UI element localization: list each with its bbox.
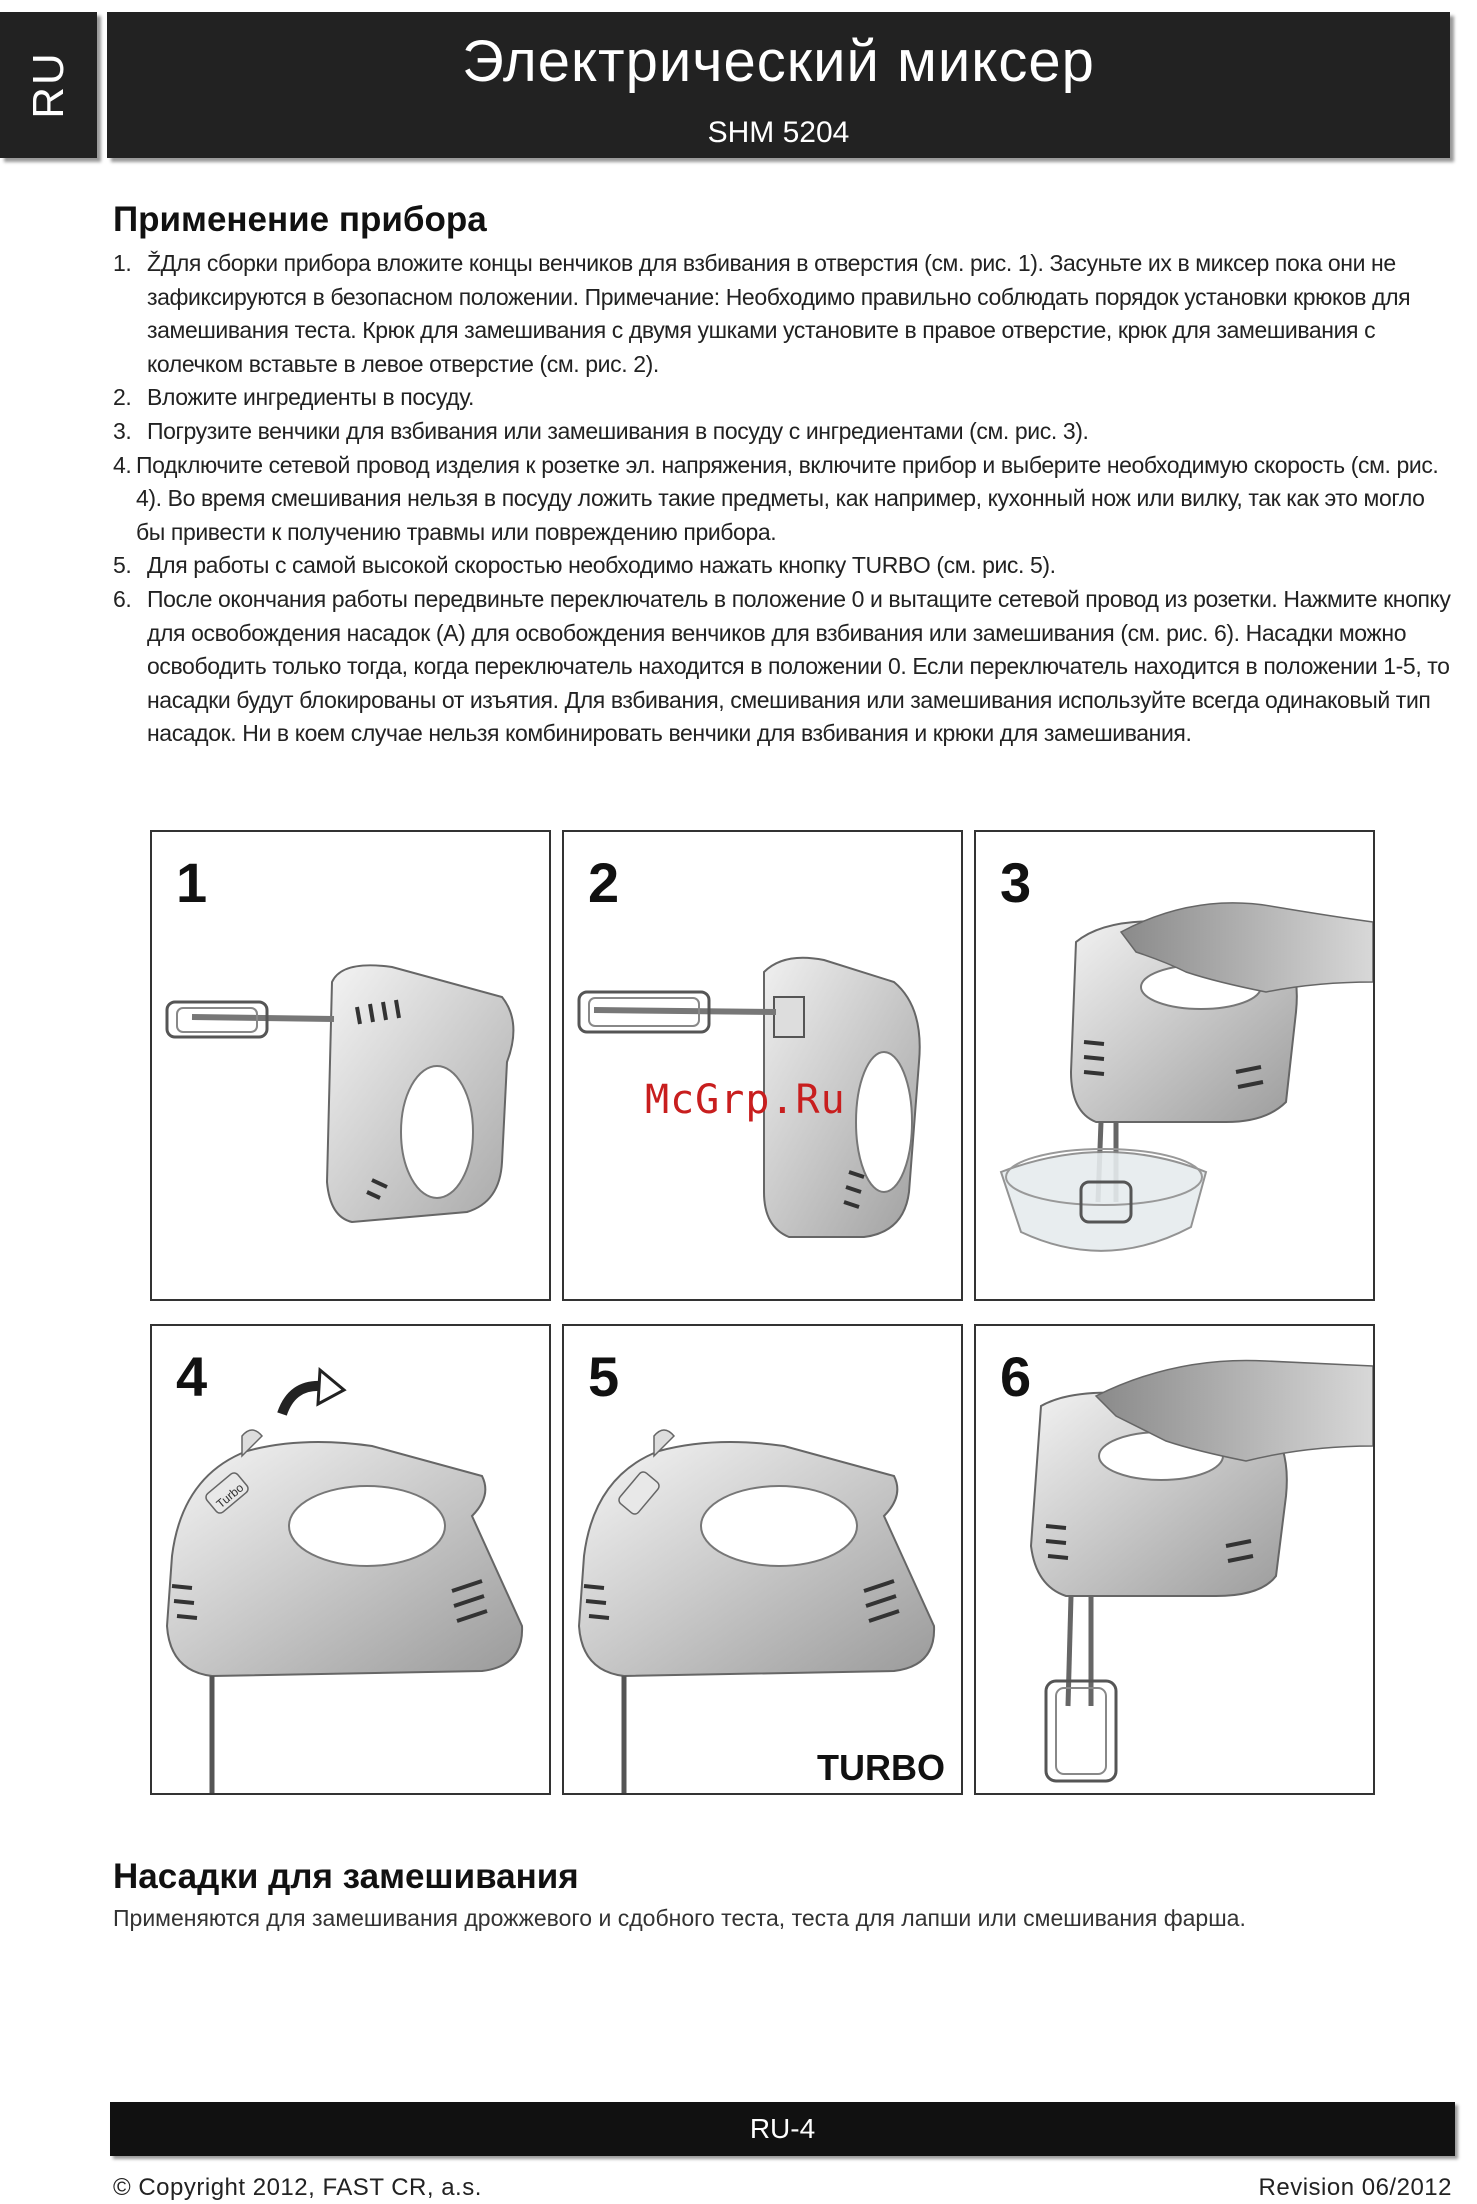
figure-grid bbox=[150, 830, 1375, 1796]
model-number: SHM 5204 bbox=[707, 116, 850, 149]
figure-4 bbox=[150, 1324, 551, 1795]
figure-number: 1 bbox=[176, 851, 208, 914]
item-text: После окончания работы передвиньте переключатель в положение 0 и вытащите сетевой провод из розетки. Нажмите кнопку для освобождения насадок (A) для освобождения венчиков для взбивания или замешивания (см. рис. 6). Насадки можно освободить только тогда, когда переключатель находится в положении 0. Если переключатель находится в положении 1-5, то насадки будут блокированы от изъятия. Для взбивания, смешивания или замешивания используйте всегда одинаковый тип насадок. Ни в коем случае нельзя комбинировать венчики для взбивания и крюки для замешивания. bbox=[147, 585, 1451, 747]
list-item bbox=[113, 247, 1453, 381]
figure-3 bbox=[974, 830, 1375, 1301]
mixer-beaters-illustration bbox=[152, 832, 549, 1299]
figure-number: 6 bbox=[1000, 1345, 1032, 1408]
turbo-caption: TURBO bbox=[817, 1747, 945, 1788]
footer-bar bbox=[110, 2102, 1455, 2156]
figure-2 bbox=[562, 830, 963, 1301]
item-number: 3. bbox=[113, 417, 132, 444]
figure-5 bbox=[562, 1324, 963, 1795]
figure-6 bbox=[974, 1324, 1375, 1795]
item-number: 1. bbox=[113, 250, 132, 276]
item-text: Вложите ингредиенты в посуду. bbox=[147, 384, 474, 411]
list-item bbox=[113, 415, 1453, 449]
copyright: © Copyright 2012, FAST CR, a.s. bbox=[113, 2174, 482, 2201]
figure-number: 3 bbox=[1000, 851, 1032, 914]
figure-number: 2 bbox=[588, 851, 620, 914]
item-text: Для работы с самой высокой скоростью необходимо нажать кнопку TURBO (см. рис. 5). bbox=[147, 552, 1056, 579]
item-text: Подключите сетевой провод изделия к розетке эл. напряжения, включите прибор и выберите необходимую скорость (см. рис. 4). Во время смешивания нельзя в посуду ложить такие предметы, как например, кухонный нож или вилку, так как это могло бы привести к получению травмы или повреждению прибора. bbox=[136, 451, 1439, 545]
item-number: 4. bbox=[113, 451, 132, 478]
revision: Revision 06/2012 bbox=[1258, 2174, 1452, 2201]
mixer-release-illustration bbox=[976, 1326, 1373, 1793]
item-number: 6. bbox=[113, 585, 132, 612]
page-number: RU-4 bbox=[749, 2113, 816, 2144]
usage-heading: Применение прибора bbox=[113, 200, 487, 239]
item-number: 5. bbox=[113, 552, 132, 579]
mixer-dough-hooks-illustration bbox=[564, 832, 961, 1299]
list-item bbox=[113, 549, 1453, 583]
mixer-speed-illustration bbox=[152, 1326, 549, 1793]
watermark: McGrp.Ru bbox=[645, 1077, 846, 1123]
instruction-list bbox=[113, 247, 1453, 751]
list-item bbox=[113, 381, 1453, 415]
page-title: Электрический миксер bbox=[462, 29, 1095, 94]
figure-number: 5 bbox=[588, 1345, 620, 1408]
item-text: ŽДля сборки прибора вложите концы венчиков для взбивания в отверстия (см. рис. 1). Засуньте их в миксер пока они не зафиксируются в безопасном положении. Примечание: Необходимо правильно соблюдать порядок установки крюков для замешивания теста. Крюк для замешивания с двумя ушками установите в правое отверстие, крюк для замешивания с колечком вставьте в левое отверстие (см. рис. 2). bbox=[147, 250, 1411, 377]
header-bar bbox=[107, 12, 1450, 158]
figure-number: 4 bbox=[176, 1345, 208, 1408]
item-text: Погрузите венчики для взбивания или замешивания в посуду с ингредиентами (см. рис. 3). bbox=[147, 417, 1089, 444]
kneading-heading: Насадки для замешивания bbox=[113, 1857, 579, 1896]
turbo-button-text: Turbo bbox=[213, 1480, 247, 1512]
item-number: 2. bbox=[113, 384, 132, 411]
mixer-bowl-illustration bbox=[976, 832, 1373, 1299]
figure-1 bbox=[150, 830, 551, 1301]
language-tab bbox=[0, 12, 97, 158]
curved-arrow-icon bbox=[282, 1370, 344, 1414]
list-item bbox=[113, 583, 1453, 751]
mixer-turbo-illustration bbox=[564, 1326, 961, 1793]
kneading-text: Применяются для замешивания дрожжевого и сдобного теста, теста для лапши или смешивания фарша. bbox=[113, 1905, 1246, 1931]
list-item bbox=[113, 449, 1453, 550]
language-code: RU bbox=[23, 51, 73, 119]
